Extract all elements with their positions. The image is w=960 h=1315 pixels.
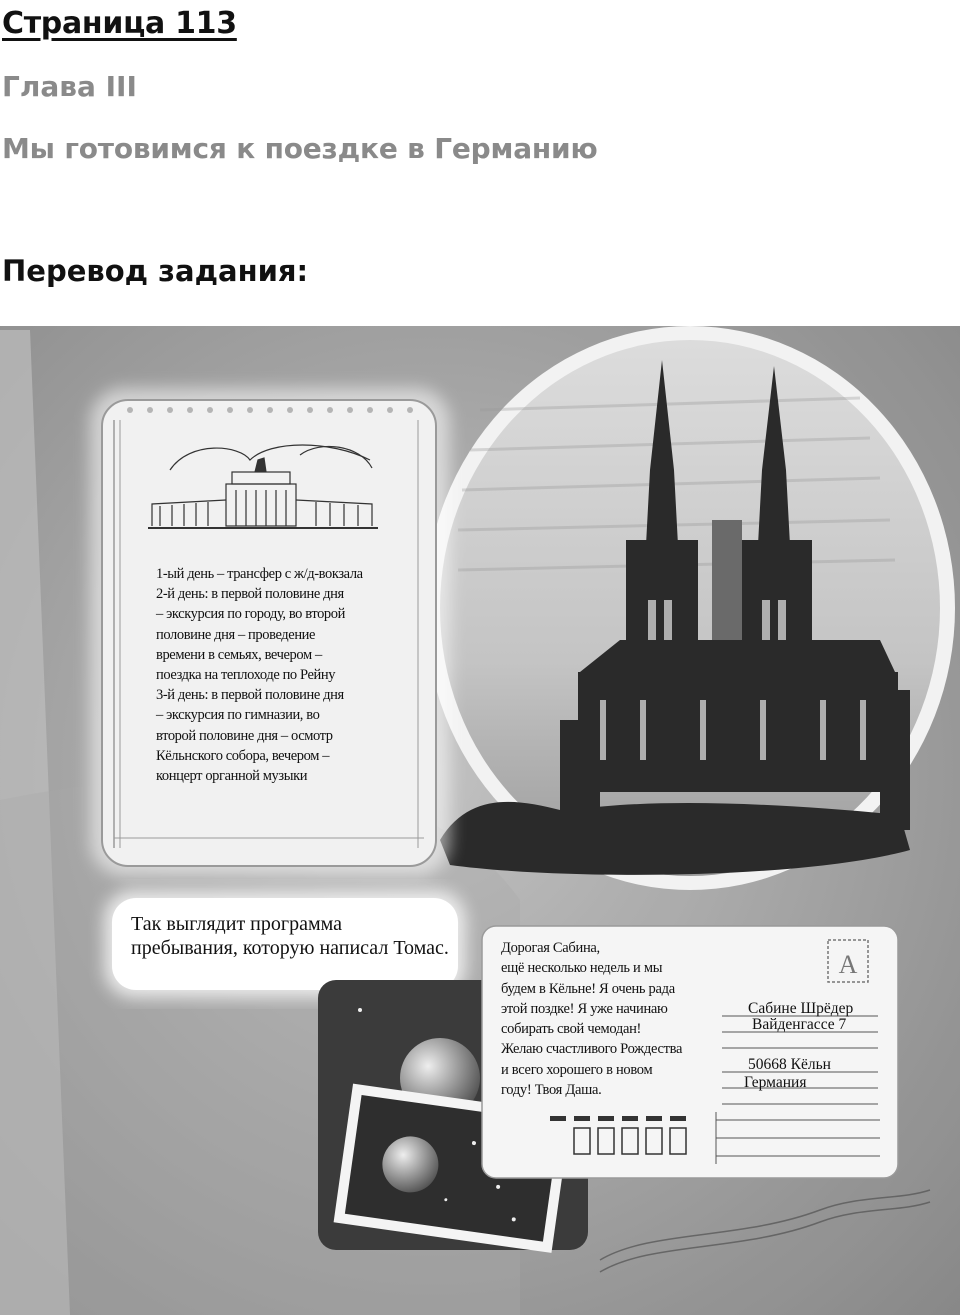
page-title: Страница 113 <box>2 6 237 41</box>
postcard-message: Дорогая Сабина, ещё несколько недель и мы будем в Кёльне! Я очень рада этой поздке! Я уже начинаю собирать свой чемодан! Желаю счастливого Рождества и всего хорошего в новом году! Твоя Даша. <box>501 940 683 1099</box>
illustration-caption: Так выглядит программа пребывания, которую написал Томас. <box>131 913 449 959</box>
textbook-illustration <box>0 326 960 1315</box>
stamp-icon: A <box>838 950 858 979</box>
recipient-country: Германия <box>744 1074 807 1091</box>
chapter-heading: Глава III <box>2 70 137 103</box>
recipient-city: 50668 Кёльн <box>748 1056 831 1073</box>
recipient-street: Вайденгассе 7 <box>752 1016 847 1033</box>
cathedral-photo <box>425 326 955 890</box>
program-text: 1-ый день – трансфер с ж/д-вокзала 2-й день: в первой половине дня – экскурсия по городу, во второй половине дня – проведение времени в семьях, вечером – поездка на теплоходе по Рейну 3-й день: в первой половине дня – экскурсия по гимназии, во второй половине дня – осмотр Кёльнского собора, вечером – концерт органной музыки <box>156 566 363 785</box>
topic-heading: Мы готовимся к поездке в Германию <box>2 132 598 165</box>
recipient-name: Сабине Шрёдер <box>748 1000 854 1017</box>
section-heading: Перевод задания: <box>2 254 309 288</box>
